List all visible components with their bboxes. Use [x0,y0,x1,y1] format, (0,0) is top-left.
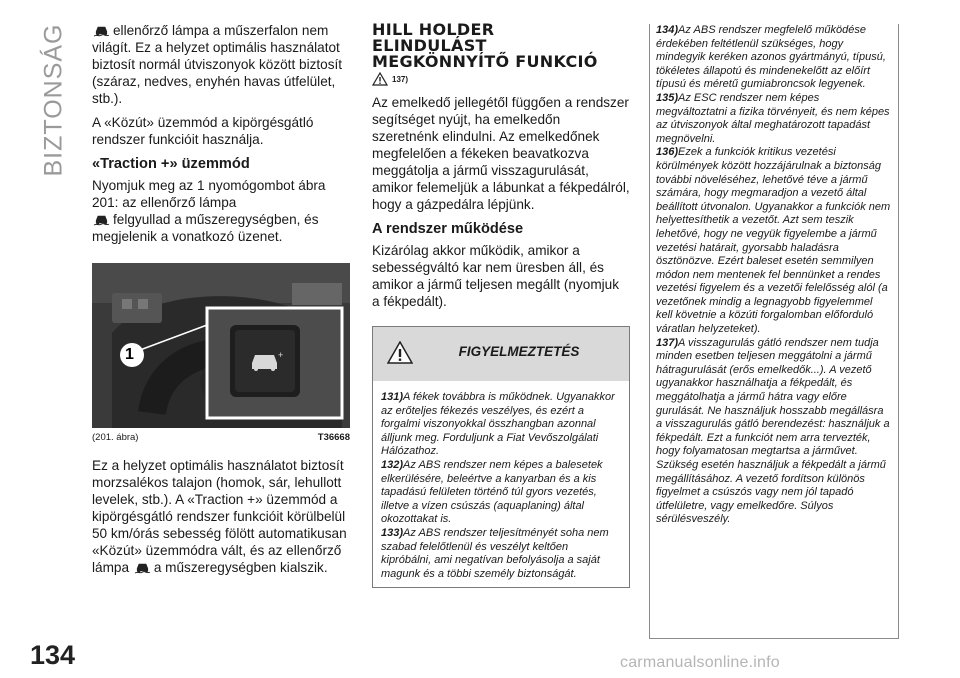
paragraph-traction-activate: Nyomjuk meg az 1 nyomógombot ábra 201: az ellenőrző lámpa felgyullad a műszeregységben, és megjelenik a vonatkozó üzenet. [92,178,326,244]
traction-lamp-icon [133,560,152,574]
column-1 [92,22,350,583]
warning-title: FIGYELMEZTETÉS [458,344,580,359]
figure-callout-number: 1 [125,346,134,363]
figure-code: T36668 [317,432,350,443]
column-2 [372,22,630,588]
section-title-line-2: ELINDULÁST [372,36,487,55]
paragraph-traction-use: Ez a helyzet optimális használatot biztosít morzsalékos talajon (homok, sár, lehullott levelek, stb.). A «Traction +» üzemmód a kipörgésgátló rendszer funkcióit körülbelül 50 km/órás sebesség fölött automatikusan «Közút» üzemmódra vált, és az ellenőrző lámpa a műszeregységben kialszik. [92,458,347,575]
warning-note: 135)Az ESC rendszer nem képes megváltoztatni a fizika törvényeit, és nem képes az útviszonyok által meghatározott tapadást megnövelni. [656,91,890,145]
watermark: carmanualsonline.info [620,654,780,671]
figure-caption [92,432,350,443]
warning-box [372,326,630,588]
figure-caption-label: (201. ábra) [92,432,139,443]
paragraph-road-mode: A «Közút» üzemmód a kipörgésgátló rendszer funkcióit használja. [92,115,314,147]
heading-traction-mode: «Traction +» üzemmód [92,156,250,172]
section-title-line-1: HILL HOLDER [372,20,495,39]
paragraph-hill-holder-intro: Az emelkedő jellegétől függően a rendszer segítséget nyújt, ha emelkedőn szeretnénk elindulni. Az emelkedőnek megfelelően a fékeken beavatkozva meggátolja a jármű visszagurulását, amikor felemeljük a lábunkat a fékpedálról, hogy a gázpedálra lépjünk. [372,95,630,212]
warning-box-continued [649,24,899,639]
paragraph-system-operation: Kizárólag akkor működik, amikor a sebességváltó kar nem üresben áll, és amikor a jármű teljesen megállt (nyomjuk a fékpedált). [372,243,620,309]
paragraph-lamp-status: ellenőrző lámpa a műszerfalon nem világít. Ez a helyzet optimális használatot biztosít normál útviszonyok között biztosít (száraz, nedves, enyhén havas útfelület, stb.). [92,23,343,106]
section-title [372,22,630,70]
warning-note: 137)A visszagurulás gátló rendszer nem tudja minden esetben teljesen meggátolni a jármű hátragurulását (erős emelkedők...). A vezető ugyanakkor használhatja a fékpedált, és meggátolhatja a jármű hátra vagy előre gurulását. Ne használjuk hosszabb megállásra a visszagurulás gátló berendezést: használjuk a fékpedált. Ezt a funkciót nem arra tervezték, hogy folyamatosan megtartsa a járművet. Szükség esetén használjuk a fékpedált a jármű megállításához. A vezető fordítson különös figyelmet a csúszós vagy nem jól tapadó útfelületre, vagy emelkedőre. Súlyos sérülésveszély. [656,336,890,526]
heading-system-operation: A rendszer működése [372,221,524,237]
warning-reference [372,72,630,86]
section-sidebar-title [34,20,74,180]
warning-note: 131)A fékek továbbra is működnek. Ugyanakkor az erőteljes fékezés veszélyes, és ezért a forgalmi viszonyokkal összhangban azonnal álljunk meg. Forduljunk a Fiat Vevőszolgálati Hálózathoz. [381,391,615,458]
warning-reference-number: 137) [392,74,409,84]
warning-note: 132)Az ABS rendszer nem képes a balesetek elkerülésére, beleértve a kanyarban és a kis tapadású felületen történő túl gyors vezetés, illetve a vízen csúszás (aquaplaning) által okozottakat is. [381,458,603,526]
section-title-line-3: MEGKÖNNYÍTŐ FUNKCIÓ [372,52,598,71]
column-3 [649,24,899,639]
warning-header [373,327,629,381]
section-label: BIZTONSÁG [39,23,68,177]
svg-text:+: + [278,350,284,360]
warning-note: 136)Ezek a funkciók kritikus vezetési körülmények között hozzájárulnak a biztonság további növeléséhez, lehetővé téve a jármű számára, hogy megmaradjon a vezető által beállított útvonalon. Ugyanakkor a funkciók nem helyettesíthetik a vezetőt. Azt sem teszik lehetővé, hogy ne vegyük figyelembe a jármű vezetési határait, gyorsabb haladásra ösztönözve. Ezért baleset esetén semmilyen módon nem mentenek fel bennünket a rendes vezetési figyelem és a vezetői felelősség alól (a vezetőnek mindig a legnagyobb figyelemmel kell követnie a közúti forgalomban előforduló váratlan helyzeteket). [656,146,891,336]
warning-notes [373,381,629,587]
warning-note: 133)Az ABS rendszer teljesítményét soha nem szabad felelőtlenül és veszélyt keltően kipróbálni, ami negatívan befolyásolja a saját magunk és a többi személy biztonságát. [381,526,609,580]
traction-lamp-icon [92,23,111,37]
page-number: 134 [30,640,76,670]
traction-lamp-icon [92,212,111,226]
figure-traction-button-photo [92,263,350,428]
warning-triangle-icon [372,72,388,86]
warning-note: 134)Az ABS rendszer megfelelő működése érdekében feltétlenül szükséges, hogy mindegyik keréken azonos gyártmányú, típusú, tökéletes állapotú és mindenekelőtt az előírt típusú és méretű gumiabroncsok legyenek. [656,24,886,91]
